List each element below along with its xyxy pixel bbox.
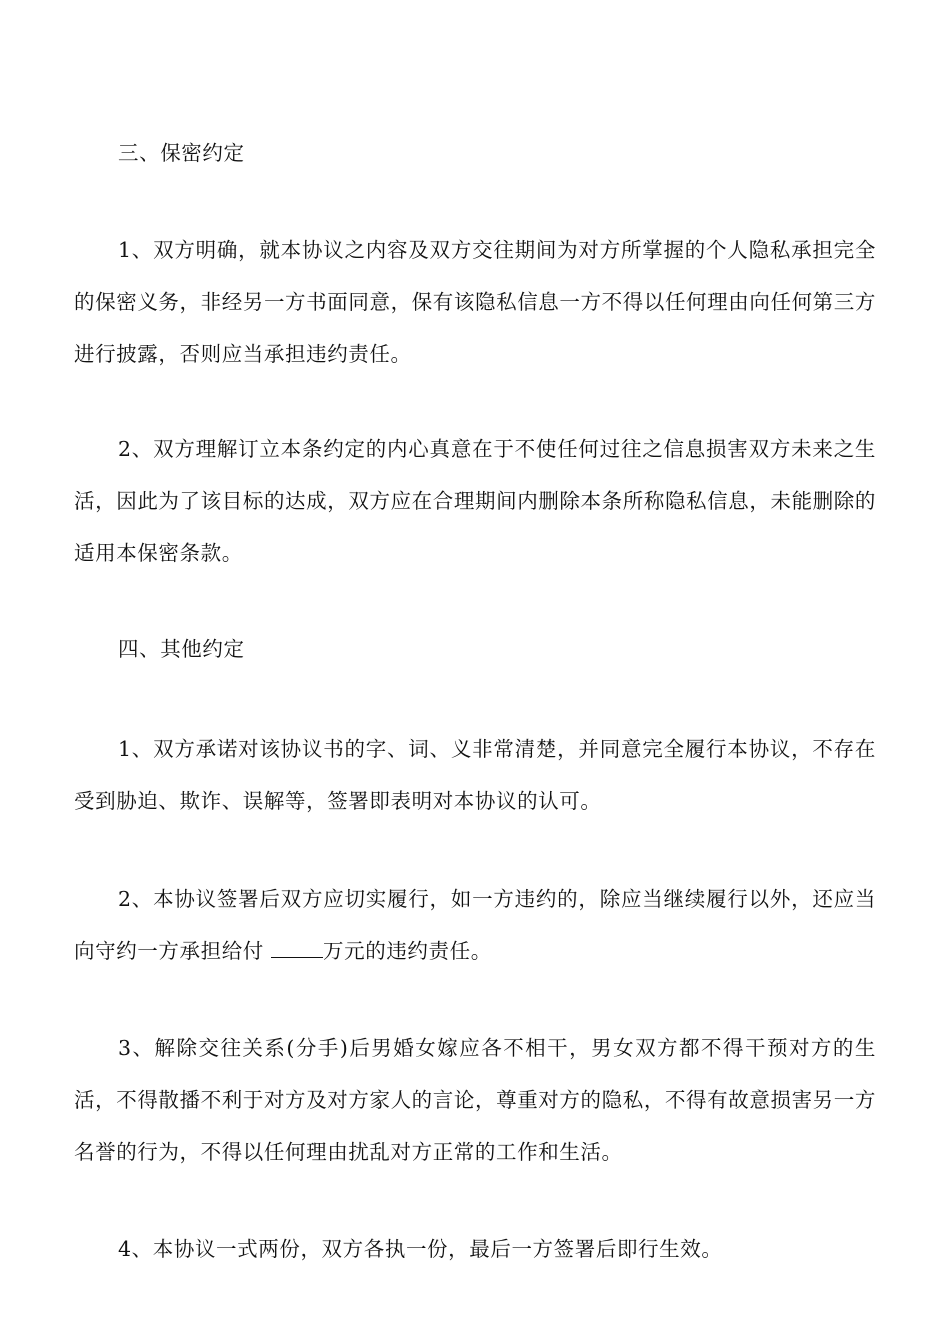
section-4-item-3: 3、解除交往关系(分手)后男婚女嫁应各不相干，男女双方都不得干预对方的生活，不得散播不利于对方及对方家人的言论，尊重对方的隐私，不得有故意损害另一方名誉的行为，不得以任何理由扰乱对方正常的工作和生活。: [74, 1036, 876, 1164]
section-4-item-1: 1、双方承诺对该协议书的字、词、义非常清楚，并同意完全履行本协议，不存在受到胁迫、欺诈、误解等，签署即表明对本协议的认可。: [74, 737, 876, 813]
section-4-item-4: 4、本协议一式两份，双方各执一份，最后一方签署后即行生效。: [118, 1237, 723, 1261]
amount-blank-line: [271, 939, 323, 958]
section-3-heading: 三、保密约定: [118, 141, 245, 165]
section-3-item-1: 1、双方明确，就本协议之内容及双方交往期间为对方所掌握的个人隐私承担完全的保密义务，非经另一方书面同意，保有该隐私信息一方不得以任何理由向任何第三方进行披露，否则应当承担违约责任。: [74, 238, 876, 366]
section-4-item-2: [74, 873, 876, 977]
section-3-item-2: 2、双方理解订立本条约定的内心真意在于不使任何过往之信息损害双方未来之生活，因此为了该目标的达成，双方应在合理期间内删除本条所称隐私信息，未能删除的适用本保密条款。: [74, 437, 876, 565]
section-4-heading: 四、其他约定: [118, 637, 245, 661]
section-4-item-2-text-before: 2、本协议签署后双方应切实履行，如一方违约的，除应当继续履行以外，还应当向守约一方承担给付: [74, 887, 876, 963]
section-4-item-2-text-after: 万元的违约责任。: [323, 939, 492, 963]
